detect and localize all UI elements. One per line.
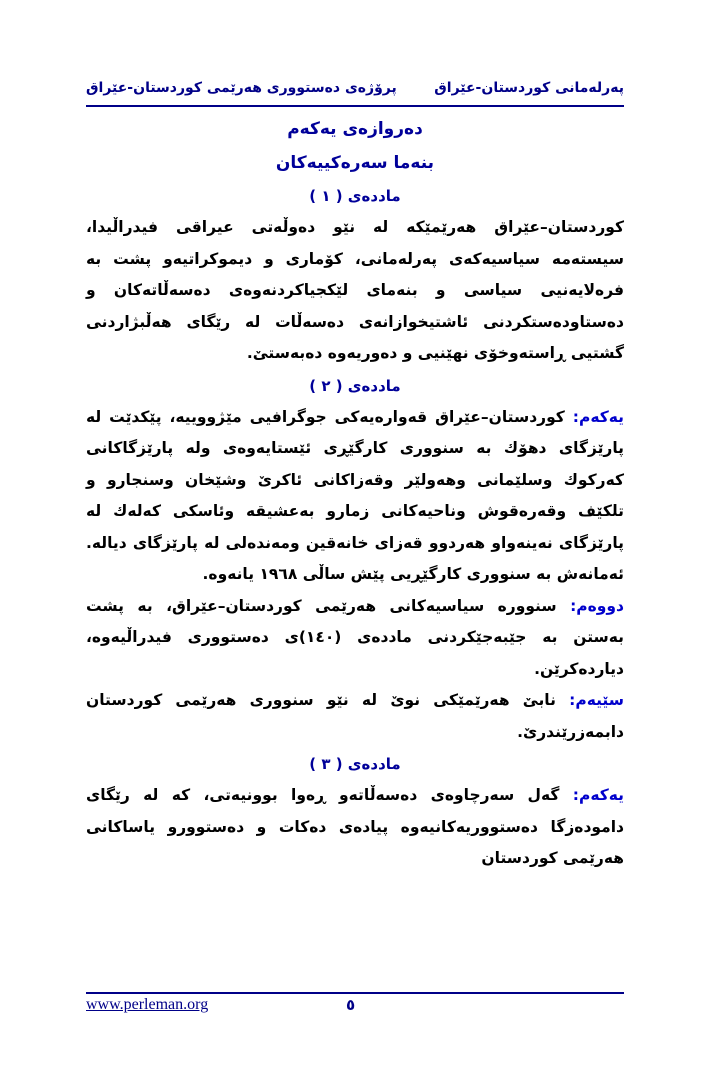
- clause-text: نابێ هەرێمێکی نوێ لە نێو سنووری هەرێمی کوردستان دابمەزرێندرێ.: [86, 691, 624, 741]
- article-3-clause-1: [86, 780, 624, 875]
- header-rule: [86, 105, 624, 107]
- clause-label: یەکەم:: [572, 786, 624, 804]
- chapter-subtitle: بنەما سەرەکییەکان: [275, 153, 435, 173]
- article-2-clause-2: [86, 591, 624, 686]
- header-document-title: پرۆژەی دەستووری هەرێمی کوردستان-عێراق: [86, 80, 397, 96]
- clause-text: گەل سەرچاوەی دەسەڵاتەو ڕەوا بوونیەتی، کە لە رێگای دامودەزگا دەستووریەکانیەوە پیادەی دەکات و دەستوورو یاساکانی هەرێمی کوردستان: [86, 786, 624, 867]
- page-number: ٥: [346, 996, 356, 1014]
- article-2-heading: ماددەی ( ٢ ): [309, 376, 401, 395]
- website-link[interactable]: www.perleman.org: [86, 996, 209, 1013]
- clause-label: یەکەم:: [572, 407, 624, 426]
- article-1-text: کوردستان–عێراق هەرێمێکە لە نێو دەوڵەتی عیراقی فیدراڵیدا، سیستەمە سیاسیەکەی پەرلەمانی، کۆماری و دیموکراتیەو پشت بە فرەلایەنیی سیاسی و بنەمای لێکجیاکردنەوەی دەسەڵاتەکان و دەستاودەستکردنی ئاشتیخوازانەی دەسەڵات لە رێگای هەڵبژاردنی گشتیی ڕاستەوخۆی نهێنیی و دەوریەوە دەبەستێ.: [86, 218, 624, 362]
- article-2-clause-3: [86, 685, 624, 748]
- clause-text: سنوورە سیاسیەکانی هەرێمی کوردستان–عێراق، بە پشت بەستن بە جێبەجێکردنی ماددەی (١٤٠)ی دەستووری فیدراڵیەوە، دیاردەکرێن.: [86, 596, 624, 678]
- footer-rule: [86, 992, 624, 994]
- clause-label: دووەم:: [570, 596, 624, 615]
- page-content: [86, 112, 624, 875]
- clause-label: سێیەم:: [569, 691, 624, 709]
- clause-text: کوردستان–عێراق قەوارەیەکی جوگرافیی مێژووییە، پێکدێت لە پارێزگای دهۆك بە سنووری کارگێڕی ئێستایەوەی ولە پارێزگاکانی کەرکوك وسلێمانی وهەولێر وقەزاکانی ئاکرێ وشێخان وسنجارو و تلکێف وقەرەقوش وناحیەکانی زمارو بەعشیقە وئاسکی کەلەك لە پارێزگای نەینەواو هەردوو قەزای خانەقین ومەندەلی لە پارێزگای دیالە. ئەمانەش بە سنووری کارگێڕیی پێش ساڵی ١٩٦٨ یانەوە.: [86, 407, 624, 583]
- article-1-paragraph: [86, 212, 624, 370]
- article-3-heading: ماددەی ( ٣ ): [309, 755, 401, 773]
- article-1-heading: ماددەی ( ١ ): [309, 187, 401, 205]
- article-2-clause-1: [86, 402, 624, 591]
- chapter-title: دەروازەی یەکەم: [287, 119, 423, 139]
- running-header: [86, 76, 624, 102]
- header-parliament-name: پەرلەمانی کوردستان-عێراق: [434, 80, 624, 96]
- page-footer: [86, 996, 624, 1018]
